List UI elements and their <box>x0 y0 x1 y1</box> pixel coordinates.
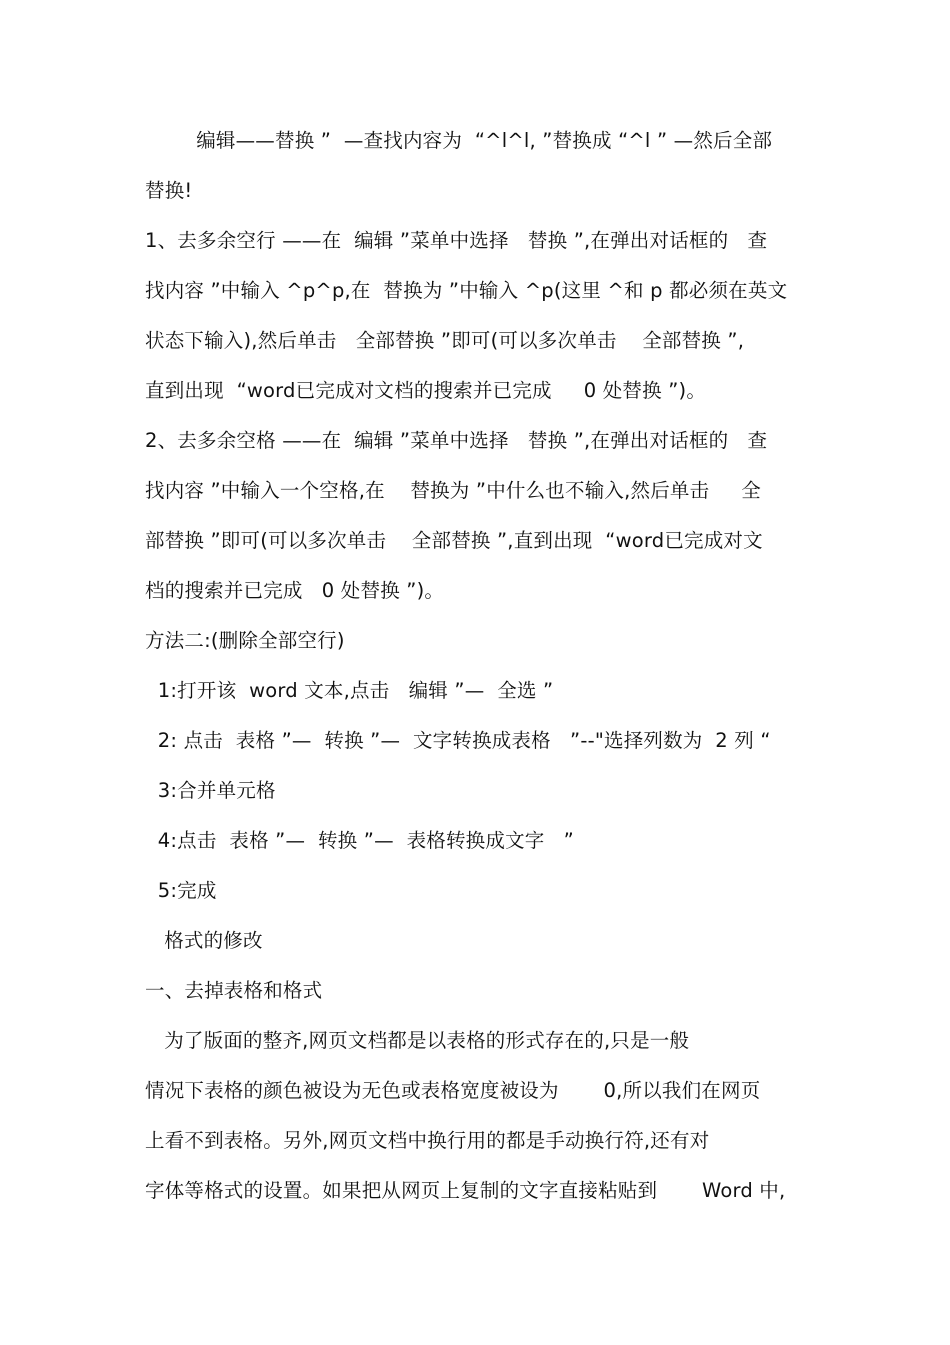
text-line-13: 2: 点击 表格 ”— 转换 ”— 文字转换成表格 ”--"选择列数为 2 列 “ <box>145 729 771 752</box>
text-line-6: 直到出现 “word已完成对文档的搜索并已完成 0 处替换 ”)。 <box>145 379 707 402</box>
text-line-19: 为了版面的整齐,网页文档都是以表格的形式存在的,只是一般 <box>145 1029 690 1052</box>
text-line-16: 5:完成 <box>145 879 217 902</box>
text-line-8: 找内容 ”中输入一个空格,在 替换为 ”中什么也不输入,然后单击 全 <box>145 479 761 502</box>
text-line-18: 一、去掉表格和格式 <box>145 979 323 1002</box>
text-line-11: 方法二:(删除全部空行) <box>145 629 345 652</box>
text-line-5: 状态下输入),然后单击 全部替换 ”即可(可以多次单击 全部替换 ”, <box>145 329 745 352</box>
text-line-21: 上看不到表格。另外,网页文档中换行用的都是手动换行符,还有对 <box>145 1129 710 1152</box>
text-line-4: 找内容 ”中输入 ^p^p,在 替换为 ”中输入 ^p(这里 ^和 p 都必须在英文 <box>145 279 788 302</box>
text-line-15: 4:点击 表格 ”— 转换 ”— 表格转换成文字 ” <box>145 829 574 852</box>
text-line-17: 格式的修改 <box>145 929 263 952</box>
text-line-7: 2、去多余空格 ——在 编辑 ”菜单中选择 替换 ”,在弹出对话框的 查 <box>145 429 768 452</box>
text-line-20: 情况下表格的颜色被设为无色或表格宽度被设为 0,所以我们在网页 <box>145 1079 761 1102</box>
text-line-10: 档的搜索并已完成 0 处替换 ”)。 <box>145 579 445 602</box>
text-line-2: 替换! <box>145 179 193 202</box>
text-line-22: 字体等格式的设置。如果把从网页上复制的文字直接粘贴到 Word 中, <box>145 1179 786 1202</box>
text-line-14: 3:合并单元格 <box>145 779 276 802</box>
text-line-3: 1、去多余空行 ——在 编辑 ”菜单中选择 替换 ”,在弹出对话框的 查 <box>145 229 768 252</box>
text-line-12: 1:打开该 word 文本,点击 编辑 ”— 全选 ” <box>145 679 554 702</box>
text-line-1: 编辑——替换 ” —查找内容为 “^l^l, ”替换成 “^l ” —然后全部 <box>145 129 773 152</box>
text-line-9: 部替换 ”即可(可以多次单击 全部替换 ”,直到出现 “word已完成对文 <box>145 529 763 552</box>
